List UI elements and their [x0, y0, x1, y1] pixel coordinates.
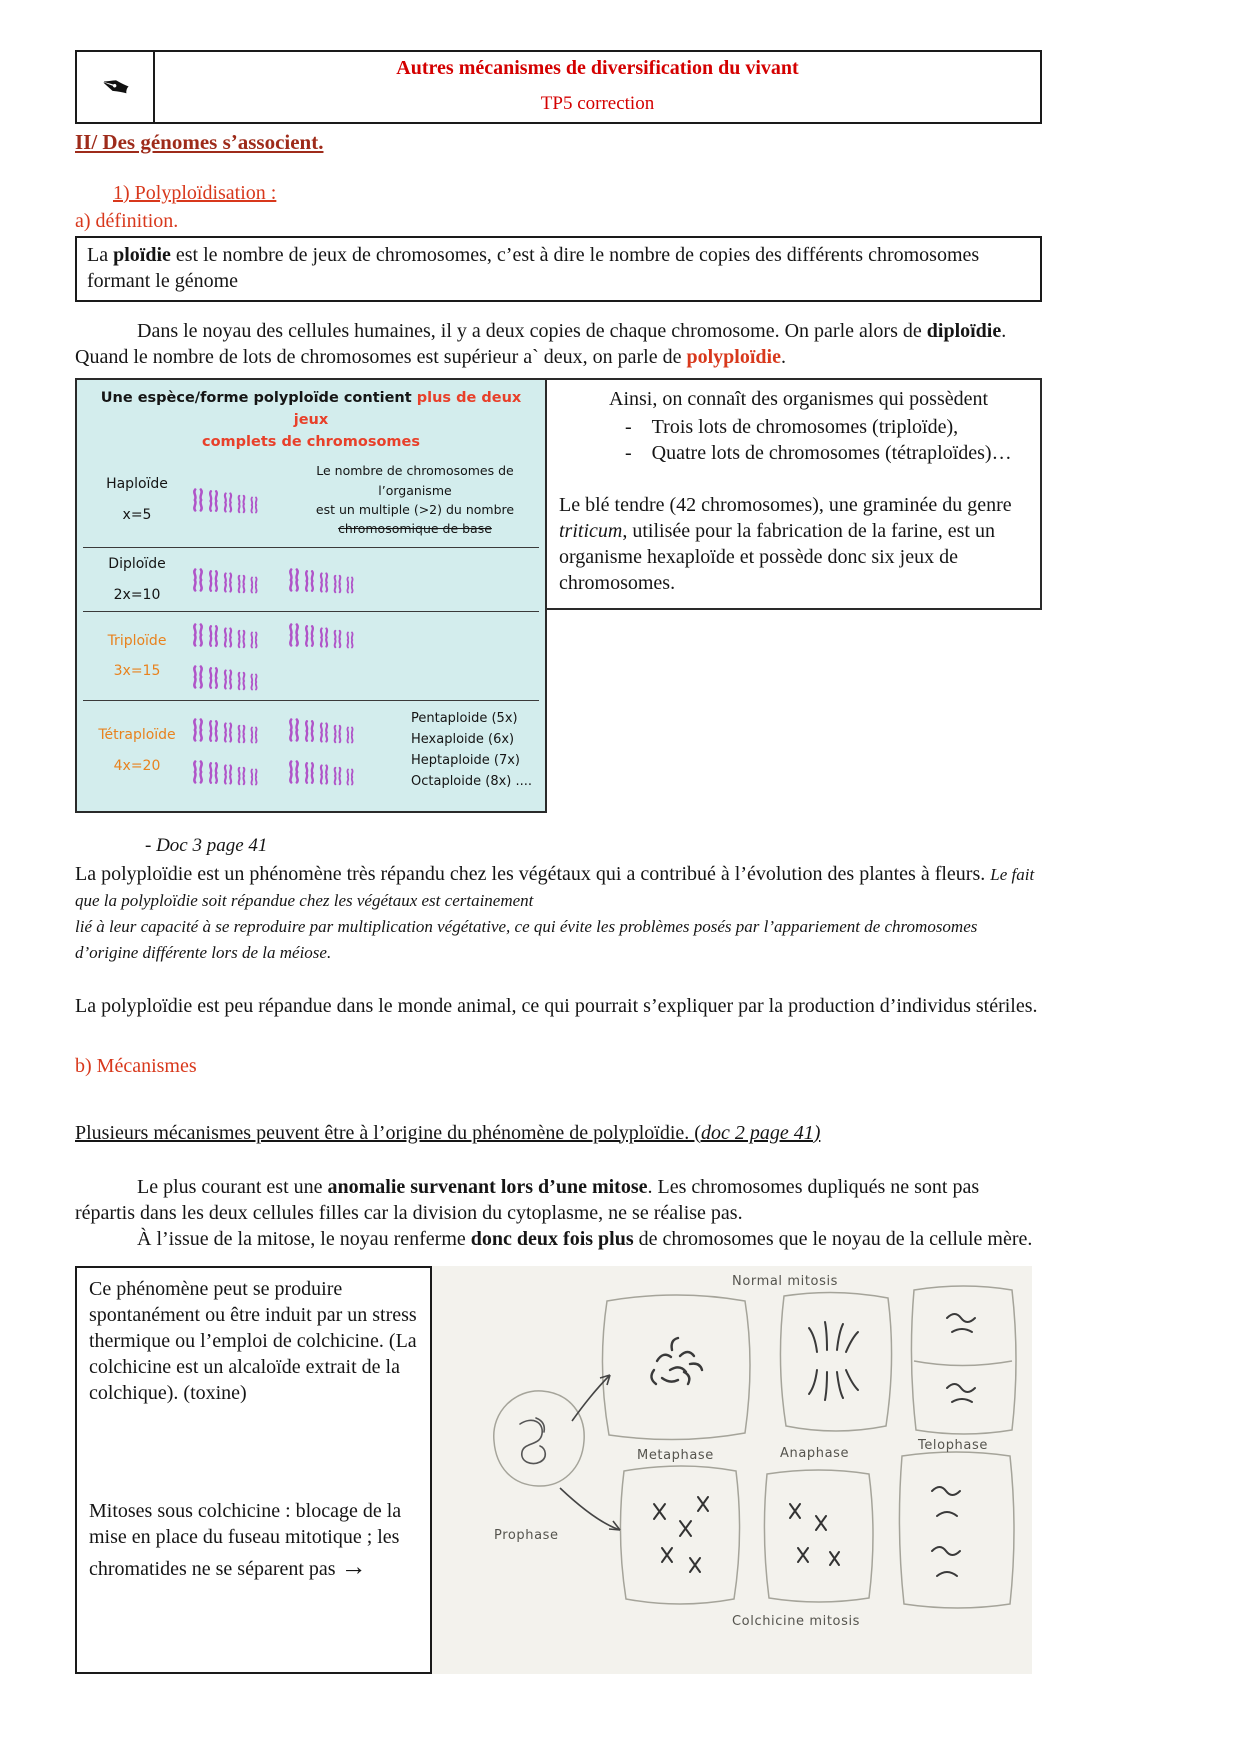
- ploidy-side-text: [547, 378, 1042, 610]
- chromosome-icon: [236, 493, 247, 515]
- chromosome-group: [191, 485, 259, 515]
- mitosis-p2-bold: donc deux fois plus: [470, 1227, 634, 1250]
- chromosome-icon: [249, 575, 259, 595]
- intro-part1: Dans le noyau des cellules humaines, il y a deux copies de chaque chromosome. On parle alors de: [137, 320, 927, 342]
- chromosome-icon: [222, 720, 234, 745]
- mechanisms-part1: Plusieurs mécanismes peuvent être à l’origine du phénomène de polyploïdie. (: [75, 1121, 701, 1144]
- chromosome-icon: [249, 630, 259, 650]
- mitosis-scan-figure: [432, 1266, 1032, 1674]
- ploidy-row-triploid: [83, 612, 539, 701]
- chromosome-icon: [249, 495, 259, 515]
- list-item: Pentaploide (5x): [411, 711, 518, 727]
- intro-part2: . Quand le nombre de lots de chromosomes est supérieur a` deux, on parle de: [75, 320, 1007, 368]
- chromosome-icon: [222, 667, 234, 692]
- chromosome-group: [287, 620, 355, 650]
- chromosome-icon: [236, 628, 247, 650]
- side-bullets: [625, 414, 1028, 466]
- chromosome-icon: [345, 767, 355, 787]
- chromosome-icon: [191, 715, 205, 745]
- side-p2-italic: triticum: [559, 520, 623, 542]
- chromosome-icon: [191, 485, 205, 515]
- colchicine-mitosis-label: Colchicine mitosis: [732, 1613, 861, 1629]
- pen-icon-glyph: ✒: [94, 63, 136, 111]
- colchicine-paragraph-2: [89, 1498, 418, 1584]
- chromosome-icon: [318, 762, 330, 787]
- mechanisms-doc-ref: doc 2 page 41): [700, 1121, 821, 1144]
- section-heading: II/ Des génomes s’associent.: [75, 130, 324, 154]
- chromosome-icon: [303, 759, 316, 787]
- chromosome-group: [287, 757, 355, 787]
- chromosome-icon: [207, 622, 220, 650]
- metaphase-label: Metaphase: [637, 1447, 714, 1463]
- chromosome-icon: [287, 565, 301, 595]
- chromosome-icon: [287, 757, 301, 787]
- chromosome-icon: [287, 620, 301, 650]
- chromosome-icon: [191, 757, 205, 787]
- bullet-marker: -: [625, 442, 632, 464]
- side-paragraph: [559, 492, 1028, 596]
- chromosome-group: [191, 757, 259, 787]
- list-item: Octaploide (8x) ....: [411, 773, 533, 789]
- doc-reference: - Doc 3 page 41: [145, 834, 268, 856]
- chromosome-icon: [332, 723, 343, 745]
- mitosis-paragraph-1: [75, 1174, 1042, 1226]
- colchicine-paragraph-1: Ce phénomène peut se produire spontanément ou être induit par un stress thermique ou l’emploi de colchicine. (La colchicine est un alcaloïde extrait de la colchique). (toxine): [89, 1277, 417, 1404]
- mitosis-p1-bold: anomalie survenant lors d’une mitose: [327, 1175, 648, 1198]
- ploidy-diagram-title: [83, 388, 539, 453]
- triploid-chromosomes: [191, 620, 397, 692]
- ploidy-title-black: Une espèce/forme polyploïde contient: [100, 390, 417, 406]
- document-title: Autres mécanismes de diversification du vivant: [396, 57, 799, 79]
- chromosome-icon: [207, 717, 220, 745]
- chromosome-group: [287, 715, 355, 745]
- prophase-label: Prophase: [494, 1527, 559, 1543]
- chromosome-icon: [303, 622, 316, 650]
- definition-box: [75, 236, 1042, 302]
- ploidy-diagram: [75, 378, 547, 813]
- mitosis-drawing: [432, 1266, 1032, 1674]
- chromosome-icon: [222, 625, 234, 650]
- chromosome-icon: [287, 715, 301, 745]
- chromosome-icon: [345, 725, 355, 745]
- ploidy-note-line1: Le nombre de chromosomes de l’organisme: [316, 463, 514, 498]
- mechanisms-line: [75, 1120, 1042, 1146]
- definition-term: ploïdie: [113, 244, 171, 266]
- ploidy-row-haploid: [83, 453, 539, 548]
- bullet-marker: -: [625, 416, 632, 438]
- normal-mitosis-label: Normal mitosis: [732, 1273, 839, 1289]
- chromosome-icon: [236, 723, 247, 745]
- ploidy-note: [291, 461, 539, 539]
- mitosis-p2-part2: de chromosomes que le noyau de la cellule mère.: [633, 1227, 1033, 1250]
- chromosome-icon: [318, 625, 330, 650]
- higher-ploidy-list: [397, 709, 539, 792]
- list-item: [625, 440, 1028, 466]
- ploidy-note-line2: est un multiple (>2) du nombre: [315, 502, 515, 517]
- chromosome-icon: [236, 670, 247, 692]
- intro-diploidie: diploïdie: [926, 320, 1002, 342]
- document-header: [75, 50, 1042, 124]
- chromosome-icon: [191, 662, 205, 692]
- tetraploid-label: [83, 727, 191, 775]
- ploidy-title-red2: complets de chromosomes: [202, 433, 420, 450]
- vegetal-part1: La polyploïdie est un phénomène très répandu chez les végétaux qui a contribué à l’évolution des plantes à fleurs.: [75, 862, 991, 885]
- ploidy-title-red1: plus de deux jeux: [293, 390, 522, 428]
- subsection-b-heading: b) Mécanismes: [75, 1054, 197, 1077]
- tetraploid-chromosomes: [191, 715, 397, 787]
- chromosome-icon: [249, 725, 259, 745]
- haploid-label: [83, 476, 191, 524]
- chromosome-group: [191, 662, 259, 692]
- list-item: Hexaploide (6x): [411, 732, 515, 748]
- haploid-chromosomes: [191, 485, 291, 515]
- chromosome-icon: [345, 630, 355, 650]
- chromosome-group: [191, 715, 259, 745]
- chromosome-icon: [207, 487, 220, 515]
- document-subtitle: TP5 correction: [540, 93, 655, 114]
- mitosis-p1-part2: . Les chromosomes dupliqués ne sont pas répartis dans les deux cellules filles car la division du cytoplasme, ne se réalise pas.: [75, 1175, 980, 1224]
- triploid-formula: 3x=15: [113, 663, 161, 680]
- chromosome-icon: [332, 765, 343, 787]
- mitosis-p2-part1: À l’issue de la mitose, le noyau renferme: [137, 1227, 471, 1250]
- intro-part3: .: [780, 346, 786, 368]
- side-p2-part1: Le blé tendre (42 chromosomes), une graminée du genre: [559, 494, 1012, 516]
- chromosome-icon: [236, 765, 247, 787]
- chromosome-icon: [207, 567, 220, 595]
- chromosome-icon: [207, 664, 220, 692]
- chromosome-icon: [249, 672, 259, 692]
- chromosome-icon: [222, 490, 234, 515]
- chromosome-icon: [222, 570, 234, 595]
- chromosome-icon: [222, 762, 234, 787]
- chromosome-icon: [303, 567, 316, 595]
- chromosome-icon: [332, 573, 343, 595]
- mitosis-paragraph-2: [75, 1226, 1042, 1252]
- chromosome-icon: [318, 570, 330, 595]
- chromosome-icon: [207, 759, 220, 787]
- vegetal-paragraph: [75, 861, 1042, 965]
- tetraploid-formula: 4x=20: [113, 757, 161, 774]
- arrow-right-icon: →: [340, 1551, 367, 1581]
- diploid-name: Diploïde: [108, 555, 166, 572]
- ploidy-figure-section: [75, 378, 1042, 813]
- diploid-chromosomes: [191, 565, 397, 595]
- tetraploid-name: Tétraploïde: [98, 727, 176, 744]
- bullet-text: Trois lots de chromosomes (triploïde),: [651, 416, 959, 438]
- pen-icon: [77, 52, 155, 122]
- triploid-name: Triploïde: [107, 632, 167, 649]
- haploid-formula: x=5: [122, 507, 152, 523]
- chromosome-group: [287, 565, 355, 595]
- list-item: [625, 414, 1028, 440]
- list-item: Heptaploide (7x): [411, 752, 521, 768]
- subsection-a-heading: a) définition.: [75, 210, 179, 232]
- haploid-name: Haploïde: [106, 476, 168, 493]
- definition-part1: La: [87, 244, 114, 266]
- vegetal-italic1: Le fait que la polyploïdie soit répandue chez les végétaux est certainement: [75, 864, 1035, 910]
- bullet-text: Quatre lots de chromosomes (tétraploïdes)…: [651, 442, 1012, 464]
- anaphase-label: Anaphase: [780, 1445, 850, 1461]
- subsection-1-heading: 1) Polyploïdisation :: [113, 182, 277, 204]
- chromosome-icon: [191, 565, 205, 595]
- telophase-label: Telophase: [918, 1437, 988, 1453]
- ploidy-row-tetraploid: [83, 701, 539, 800]
- definition-text: [87, 242, 1030, 294]
- side-p2-part2: , utilisée pour la fabrication de la farine, est un organisme hexaploïde et possède donc six jeux de chromosomes.: [559, 520, 995, 594]
- diploid-formula: 2x=10: [113, 586, 161, 603]
- header-title-cell: [155, 52, 1040, 122]
- colchicine-p2-text: Mitoses sous colchicine : blocage de la mise en place du fuseau mitotique ; les chromatides ne se séparent pas: [89, 1499, 402, 1580]
- animal-paragraph: La polyploïdie est peu répandue dans le monde animal, ce qui pourrait s’expliquer par la production d’individus stériles.: [75, 994, 1038, 1017]
- diploid-label: [83, 556, 191, 604]
- colchicine-section: [75, 1266, 1042, 1674]
- page-content: [75, 50, 1042, 1674]
- chromosome-group: [191, 565, 259, 595]
- chromosome-icon: [249, 767, 259, 787]
- colchicine-text-box: [75, 1266, 432, 1674]
- chromosome-icon: [318, 720, 330, 745]
- side-intro: Ainsi, on connaît des organismes qui possèdent: [609, 388, 989, 410]
- chromosome-icon: [191, 620, 205, 650]
- mitosis-p1-part1: Le plus courant est une: [137, 1175, 328, 1198]
- definition-part2: est le nombre de jeux de chromosomes, c’est à dire le nombre de copies des différents chromosomes formant le génome: [87, 244, 980, 292]
- chromosome-icon: [332, 628, 343, 650]
- chromosome-icon: [236, 573, 247, 595]
- chromosome-icon: [345, 575, 355, 595]
- triploid-label: [83, 633, 191, 681]
- chromosome-group: [191, 620, 259, 650]
- ploidy-note-line3: chromosomique de base: [338, 521, 492, 537]
- intro-polyploidie: polyploïdie: [686, 346, 781, 368]
- intro-paragraph: [75, 318, 1042, 370]
- chromosome-icon: [303, 717, 316, 745]
- ploidy-row-diploid: [83, 548, 539, 613]
- vegetal-italic2: lié à leur capacité à se reproduire par multiplication végétative, ce qui évite les problèmes posés par l’appariement de chromosomes d’origine différente lors de la méiose.: [75, 916, 978, 962]
